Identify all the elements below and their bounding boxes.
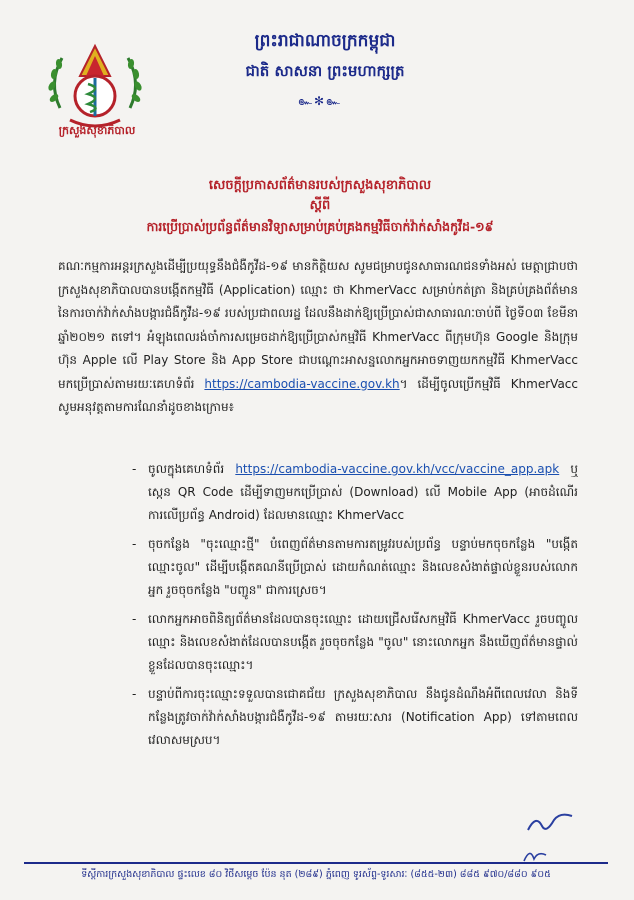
list-item — [58, 533, 578, 602]
step-text: លោកអ្នកអាចពិនិត្យព័ត៌មានដែលបានចុះឈ្មោះ ដោយជ្រើសរើសកម្មវិធី KhmerVacc រួចបញ្ចូលឈ្មោះ និងលេខសំងាត់ដែលបានបង្កើត រួចចុចកន្លែង "ចូល" នោះលោកអ្នក នឹងឃើញព័ត៌មានផ្ទាល់ខ្លួនដែលបានចុះឈ្មោះ។ — [148, 612, 578, 672]
website-link[interactable]: https://cambodia-vaccine.gov.kh — [204, 376, 400, 391]
ministry-name: ក្រសួងសុខាភិបាល — [58, 124, 136, 137]
announcement-title: សេចក្តីប្រកាសព័ត៌មានរបស់ក្រសួងសុខាភិបាល — [208, 178, 432, 193]
list-item — [58, 608, 578, 677]
kingdom-title: ព្រះរាជាណាចក្រកម្ពុជា — [254, 31, 396, 51]
intro-text: គណៈកម្មការអន្តរក្រសួងដើម្បីប្រយុទ្ធនឹងជំងឺកូវីដ-១៩ មានកិត្តិយស សូមជម្រាបជូនសាធារណជនទាំងអស់ មេត្តាជ្រាបថា ក្រសួងសុខាភិបាលបានបង្កើតកម្មវិធី (Application) ឈ្មោះ ថា KhmerVacc សម្រាប់កត់ត្រា និងគ្រប់គ្រងព័ត៌មាននៃការចាក់វ៉ាក់សាំងបង្ការជំងឺកូវីដ-១៩ របស់ប្រជាពលរដ្ឋ ដែលនឹងដាក់ឱ្យប្រើប្រាស់ជាសាធារណៈចាប់ពី ថ្ងៃទី០៣ ខែមីនា ឆ្នាំ២០២១ តទៅ។ អំឡុងពេលរង់ចាំការសម្រេចដាក់ឱ្យប្រើប្រាស់កម្មវិធី KhmerVacc ពីក្រុមហ៊ុន Google និងក្រុមហ៊ុន Apple លើ Play Store និង App Store ជាបណ្តោះអាសន្នលោកអ្នកអាចទាញយកកម្មវិធី KhmerVacc មកប្រើប្រាស់តាមរយៈគេហទំព័រ — [58, 259, 578, 391]
national-motto: ជាតិ សាសនា ព្រះមហាក្សត្រ — [245, 62, 405, 80]
intro-paragraph — [58, 255, 578, 420]
step-text: ចុចកន្លែង "ចុះឈ្មោះថ្មី" បំពេញព័ត៌មានតាមការតម្រូវរបស់ប្រព័ន្ធ បន្ទាប់មកចុចកន្លែង "បង្កើតឈ្មោះចូល" ដើម្បីបង្កើតគណនីប្រើប្រាស់ ដោយកំណត់ឈ្មោះ និងលេខសំងាត់ផ្ទាល់ខ្លួនរបស់លោកអ្នក រួចចុចកន្លែង "បញ្ជូន" ជាការស្រេច។ — [148, 537, 578, 597]
announcement-subject-label: ស្តីពី — [309, 198, 331, 213]
footer-divider — [24, 862, 608, 864]
apk-download-link[interactable]: https://cambodia-vaccine.gov.kh/vcc/vaccine_app.apk — [235, 462, 560, 476]
footer-address: ទីស្តីការក្រសួងសុខាភិបាល ផ្ទះលេខ ៨០ វិថីសម្តេច ប៉ែន នុត (២៨៩) ភ្នំពេញ ទូរស័ព្ទ-ទូរសារៈ (៨៥៥-២៣) ៨៨៥ ៩៧០/៨៨០ ៩០៥ — [81, 869, 551, 880]
bullet-dash: - — [132, 612, 137, 626]
bullet-dash: - — [132, 687, 137, 701]
signature-mark — [520, 808, 580, 838]
ministry-of-health-logo — [40, 38, 150, 138]
intro-text-end: ។ ដើម្បីចូលប្រើកម្មវិធី KhmerVacc សូមអនុវត្តតាមការណែនាំដូចខាងក្រោម៖ — [58, 376, 578, 414]
bullet-dash: - — [132, 537, 137, 551]
bullet-dash: - — [132, 462, 137, 476]
instruction-list — [58, 458, 578, 758]
header-ornament: ๛✻๛ — [298, 94, 342, 108]
list-item — [58, 458, 578, 527]
announcement-subject: ការប្រើប្រាស់ប្រព័ន្ធព័ត៌មានវិទ្យាសម្រាប់គ្រប់គ្រងកម្មវិធីចាក់វ៉ាក់សាំងកូវីដ-១៩ — [146, 219, 494, 234]
step-text: បន្ទាប់ពីការចុះឈ្មោះទទួលបានជោគជ័យ ក្រសួងសុខាភិបាល នឹងជូនដំណឹងអំពីពេលវេលា និងទីកន្លែងត្រូវចាក់វ៉ាក់សាំងបង្ការជំងឺកូវីដ-១៩ តាមរយៈសារ (Notification App) ទៅតាមពេលវេលាសមស្រប។ — [148, 687, 578, 747]
step-text: ចូលក្នុងគេហទំព័រ — [148, 462, 225, 476]
step-text: ឬស្កេន QR Code ដើម្បីទាញមកប្រើប្រាស់ (Download) លើ Mobile App (អាចដំណើរការលើប្រព័ន្ធ Android) ដែលមានឈ្មោះ KhmerVacc — [148, 462, 578, 522]
list-item — [58, 683, 578, 752]
